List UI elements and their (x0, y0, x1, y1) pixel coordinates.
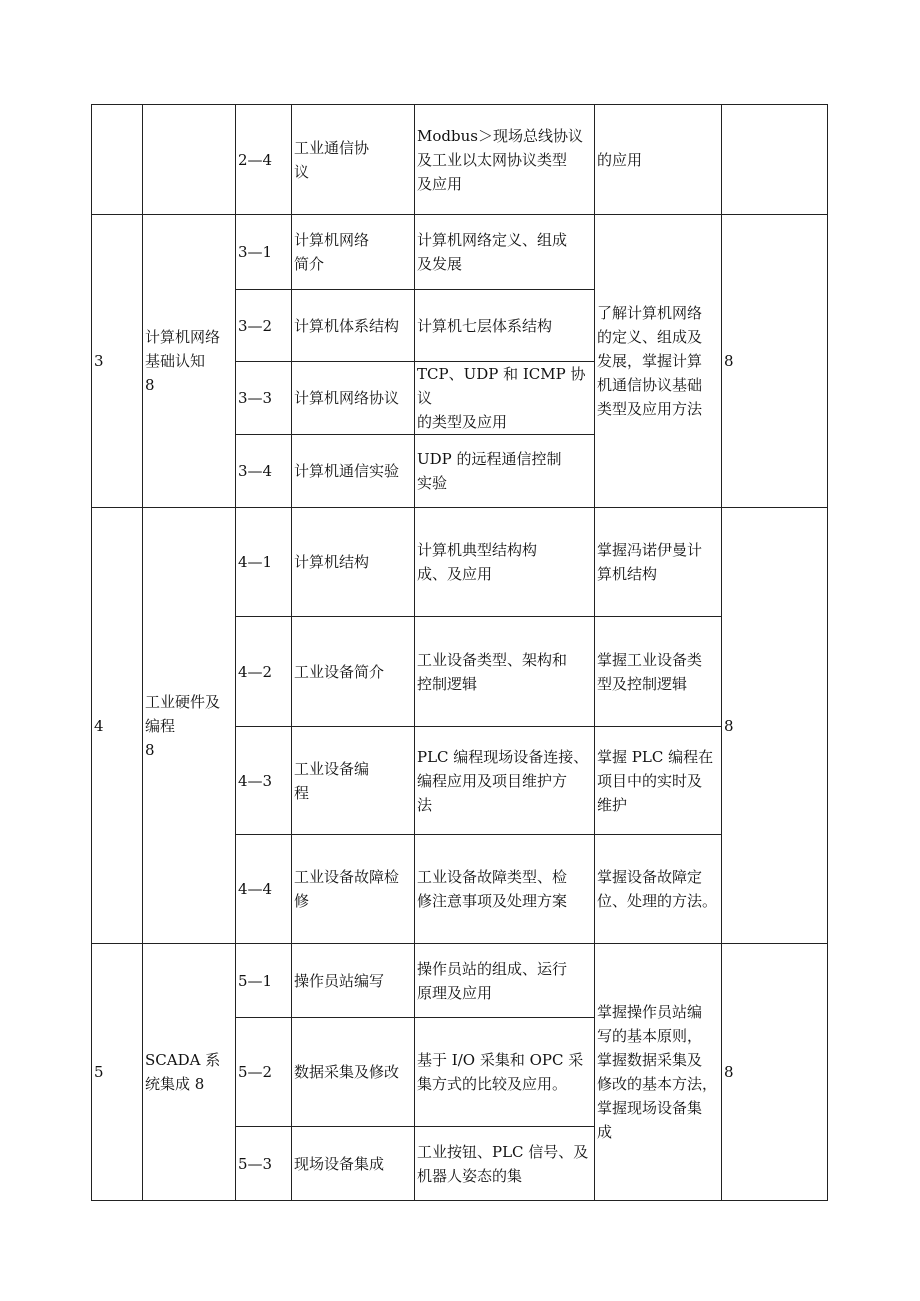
item-code-cell: 2—4 (236, 105, 292, 215)
item-name-cell: 计算机体系结构 (292, 290, 415, 362)
item-name-cell: 工业设备编 程 (292, 727, 415, 835)
item-name-cell: 操作员站编写 (292, 944, 415, 1018)
item-name-cell: 现场设备集成 (292, 1127, 415, 1201)
module-number-cell: 3 (92, 215, 143, 508)
item-content-cell: 计算机典型结构构 成、及应用 (415, 508, 595, 617)
item-content-cell: 基于 I/O 采集和 OPC 采 集方式的比较及应用。 (415, 1018, 595, 1127)
table-row (92, 508, 828, 617)
hours-cell: 8 (722, 508, 828, 944)
item-code-cell: 3—3 (236, 362, 292, 435)
module-name-cell (143, 105, 236, 215)
learning-goal-cell: 掌握操作员站编 写的基本原则， 掌握数据采集及 修改的基本方法， 掌握现场设备集 成 (595, 944, 722, 1201)
hours-cell: 8 (722, 944, 828, 1201)
item-content-cell: 操作员站的组成、运行 原理及应用 (415, 944, 595, 1018)
learning-goal-cell: 了解计算机网络 的定义、组成及 发展，掌握计算 机通信协议基础 类型及应用方法 (595, 215, 722, 508)
item-name-cell: 数据采集及修改 (292, 1018, 415, 1127)
module-name-cell: 工业硬件及 编程 8 (143, 508, 236, 944)
learning-goal-cell: 掌握 PLC 编程在 项目中的实时及 维护 (595, 727, 722, 835)
item-content-cell: UDP 的远程通信控制 实验 (415, 435, 595, 508)
module-number-cell: 4 (92, 508, 143, 944)
item-name-cell: 计算机结构 (292, 508, 415, 617)
module-number-cell: 5 (92, 944, 143, 1201)
module-number-cell (92, 105, 143, 215)
item-code-cell: 5—3 (236, 1127, 292, 1201)
item-name-cell: 工业设备故障检 修 (292, 835, 415, 944)
item-content-cell: TCP、UDP 和 ICMP 协议 的类型及应用 (415, 362, 595, 435)
item-content-cell: 工业按钮、PLC 信号、及 机器人姿态的集 (415, 1127, 595, 1201)
module-name-cell: SCADA 系 统集成 8 (143, 944, 236, 1201)
course-syllabus-table (91, 104, 828, 1201)
item-code-cell: 5—2 (236, 1018, 292, 1127)
hours-cell: 8 (722, 215, 828, 508)
item-content-cell: 工业设备故障类型、检 修注意事项及处理方案 (415, 835, 595, 944)
item-content-cell: 工业设备类型、架构和 控制逻辑 (415, 617, 595, 727)
learning-goal-cell: 掌握工业设备类 型及控制逻辑 (595, 617, 722, 727)
item-name-cell: 计算机网络协议 (292, 362, 415, 435)
item-content-cell: Modbus＞现场总线协议 及工业以太网协议类型 及应用 (415, 105, 595, 215)
hours-cell (722, 105, 828, 215)
table-row (92, 105, 828, 215)
item-code-cell: 3—1 (236, 215, 292, 290)
learning-goal-cell: 的应用 (595, 105, 722, 215)
item-code-cell: 3—2 (236, 290, 292, 362)
item-code-cell: 4—4 (236, 835, 292, 944)
item-name-cell: 计算机网络 简介 (292, 215, 415, 290)
item-content-cell: 计算机网络定义、组成 及发展 (415, 215, 595, 290)
learning-goal-cell: 掌握设备故障定 位、处理的方法。 (595, 835, 722, 944)
table-row (92, 944, 828, 1018)
item-content-cell: 计算机七层体系结构 (415, 290, 595, 362)
item-content-cell: PLC 编程现场设备连接、 编程应用及项目维护方 法 (415, 727, 595, 835)
table-row (92, 215, 828, 290)
item-code-cell: 5—1 (236, 944, 292, 1018)
item-code-cell: 3—4 (236, 435, 292, 508)
item-code-cell: 4—3 (236, 727, 292, 835)
item-code-cell: 4—2 (236, 617, 292, 727)
module-name-cell: 计算机网络 基础认知 8 (143, 215, 236, 508)
learning-goal-cell: 掌握冯诺伊曼计 算机结构 (595, 508, 722, 617)
item-code-cell: 4—1 (236, 508, 292, 617)
item-name-cell: 工业通信协 议 (292, 105, 415, 215)
item-name-cell: 计算机通信实验 (292, 435, 415, 508)
item-name-cell: 工业设备简介 (292, 617, 415, 727)
